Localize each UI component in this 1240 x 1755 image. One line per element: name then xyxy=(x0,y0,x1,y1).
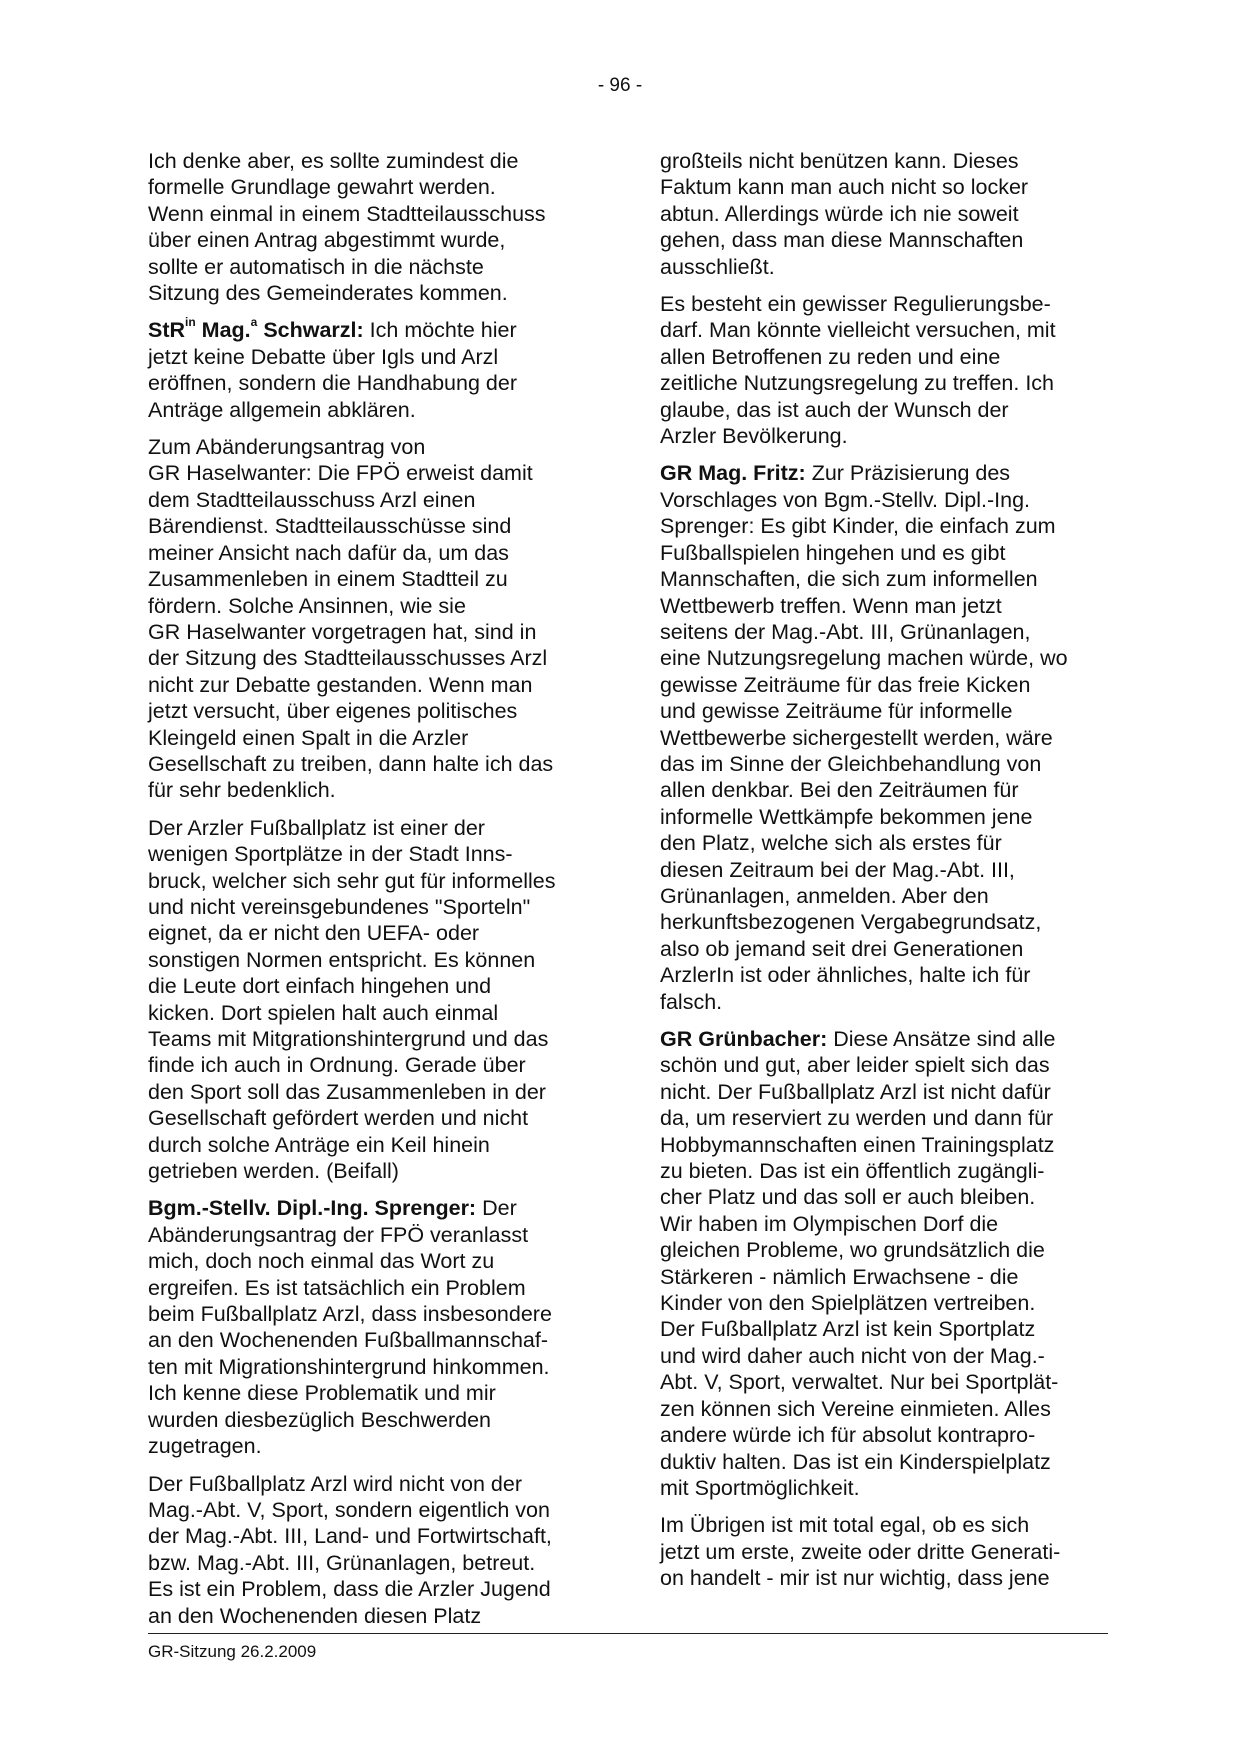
text-line: für sehr bedenklich. xyxy=(148,778,336,803)
speaker-line xyxy=(660,1026,1108,1052)
text-line: nicht zur Debatte gestanden. Wenn man xyxy=(148,672,533,697)
text-line: Der Fußballplatz Arzl ist kein Sportplatz xyxy=(660,1317,1036,1342)
text-line: bruck, welcher sich sehr gut für informelles xyxy=(148,868,556,893)
text-line: kicken. Dort spielen halt auch einmal xyxy=(148,1000,499,1025)
text-line: Der Arzler Fußballplatz ist einer der xyxy=(148,815,485,840)
text-line: eröffnen, sondern die Handhabung der xyxy=(148,371,517,396)
text-line: eignet, da er nicht den UEFA- oder xyxy=(148,921,480,946)
text-line: jetzt versucht, über eigenes politisches xyxy=(148,699,518,724)
paragraph xyxy=(660,460,1108,1015)
text-line: über einen Antrag abgestimmt wurde, xyxy=(148,228,506,253)
text-line: das im Sinne der Gleichbehandlung von xyxy=(660,751,1042,776)
text-line: jetzt keine Debatte über Igls und Arzl xyxy=(148,344,499,369)
text-line: darf. Man könnte vielleicht versuchen, mit xyxy=(660,318,1056,343)
text-line: und nicht vereinsgebundenes "Sporteln" xyxy=(148,894,531,919)
speaker-name-part: GR Grünbacher: xyxy=(660,1027,828,1051)
text-line: der Mag.-Abt. III, Land- und Fortwirtschaft, xyxy=(148,1524,552,1549)
right-column xyxy=(660,148,1108,1603)
text-line: Hobbymannschaften einen Trainingsplatz xyxy=(660,1132,1055,1157)
text-line: den Platz, welche sich als erstes für xyxy=(660,831,1002,856)
speaker-title-superscript: a xyxy=(250,315,258,330)
text-line: nicht. Der Fußballplatz Arzl ist nicht dafür xyxy=(660,1079,1051,1104)
text-line: Anträge allgemein abklären. xyxy=(148,397,416,422)
text-line: gleichen Probleme, wo grundsätzlich die xyxy=(660,1238,1045,1263)
speaker-name-part: Bgm.-Stellv. Dipl.-Ing. Sprenger: xyxy=(148,1196,477,1221)
text-line: die Leute dort einfach hingehen und xyxy=(148,974,492,999)
speaker-name-part: StR xyxy=(148,318,186,343)
text-line: gewisse Zeiträume für das freie Kicken xyxy=(660,672,1031,697)
text-line: Teams mit Mitgrationshintergrund und das xyxy=(148,1027,549,1051)
speech-text: Ich möchte hier xyxy=(363,318,517,343)
text-line: Wettbewerb treffen. Wenn man jetzt xyxy=(660,593,1002,618)
speaker-name-part: Mag. xyxy=(195,318,251,343)
text-line: finde ich auch in Ordnung. Gerade über xyxy=(148,1053,526,1078)
text-line: Es besteht ein gewisser Regulierungsbe- xyxy=(660,292,1051,317)
text-line: beim Fußballplatz Arzl, dass insbesondere xyxy=(148,1302,552,1327)
speaker-name xyxy=(660,461,806,485)
left-column xyxy=(148,148,588,1640)
paragraph xyxy=(660,148,1108,280)
text-line: gehen, dass man diese Mannschaften xyxy=(660,228,1024,253)
paragraph xyxy=(660,1026,1108,1501)
text-line: GR Haselwanter vorgetragen hat, sind in xyxy=(148,619,537,644)
speaker-name xyxy=(148,315,364,343)
text-line: also ob jemand seit drei Generationen xyxy=(660,936,1024,961)
text-line: Zum Abänderungsantrag von xyxy=(148,435,426,460)
text-line: Abänderungsantrag der FPÖ veranlasst xyxy=(148,1222,529,1247)
text-line: sollte er automatisch in die nächste xyxy=(148,254,484,279)
text-line: Abt. V, Sport, verwaltet. Nur bei Sportplät- xyxy=(660,1370,1059,1395)
paragraph xyxy=(148,148,588,306)
text-line: Fußballspielen hingehen und es gibt xyxy=(660,540,1006,565)
text-line: formelle Grundlage gewahrt werden. xyxy=(148,175,496,200)
text-line: Kinder von den Spielplätzen vertreiben. xyxy=(660,1291,1036,1316)
paragraph xyxy=(148,1471,588,1629)
text-line: andere würde ich für absolut kontrapro- xyxy=(660,1423,1036,1448)
speaker-line xyxy=(148,317,588,343)
page-number: - 96 - xyxy=(597,75,643,96)
text-line: GR Haselwanter: Die FPÖ erweist damit xyxy=(148,461,533,486)
text-line: Ich kenne diese Problematik und mir xyxy=(148,1381,496,1406)
text-line: meiner Ansicht nach dafür da, um das xyxy=(148,540,509,565)
paragraph xyxy=(148,815,588,1185)
text-line: jetzt um erste, zweite oder dritte Generati- xyxy=(660,1539,1061,1564)
text-line: fördern. Solche Ansinnen, wie sie xyxy=(148,593,466,618)
text-line: Kleingeld einen Spalt in die Arzler xyxy=(148,725,469,750)
text-line: wurden diesbezüglich Beschwerden xyxy=(148,1407,492,1432)
text-line: getrieben werden. (Beifall) xyxy=(148,1159,399,1184)
text-line: Wettbewerbe sichergestellt werden, wäre xyxy=(660,725,1053,750)
text-line: Faktum kann man auch nicht so locker xyxy=(660,175,1029,200)
text-line: da, um reserviert zu werden und dann für xyxy=(660,1106,1054,1131)
text-line: ausschließt. xyxy=(660,254,775,279)
text-line: Gesellschaft zu treiben, dann halte ich das xyxy=(148,751,554,776)
footer-divider xyxy=(148,1633,1108,1634)
speaker-line xyxy=(148,1195,588,1221)
speech-text: Diese Ansätze sind alle xyxy=(827,1027,1056,1051)
paragraph xyxy=(148,317,588,423)
text-line: Der Fußballplatz Arzl wird nicht von der xyxy=(148,1471,523,1496)
text-line: zugetragen. xyxy=(148,1434,262,1459)
speech-text: Zur Präzisierung des xyxy=(805,461,1011,486)
text-line: und gewisse Zeiträume für informelle xyxy=(660,699,1013,724)
text-line: zu bieten. Das ist ein öffentlich zugängli- xyxy=(660,1159,1045,1184)
text-line: bzw. Mag.-Abt. III, Grünanlagen, betreut. xyxy=(148,1550,536,1575)
text-line: falsch. xyxy=(660,989,723,1014)
text-line: ArzlerIn ist oder ähnliches, halte ich für xyxy=(660,963,1031,988)
text-line: informelle Wettkämpfe bekommen jene xyxy=(660,804,1033,829)
text-line: sonstigen Normen entspricht. Es können xyxy=(148,947,536,972)
text-line: allen denkbar. Bei den Zeiträumen für xyxy=(660,778,1019,803)
paragraph xyxy=(660,1512,1108,1591)
text-line: Sprenger: Es gibt Kinder, die einfach zum xyxy=(660,514,1056,539)
text-line: Im Übrigen ist mit total egal, ob es sich xyxy=(660,1513,1030,1538)
speaker-name-part: Schwarzl: xyxy=(257,318,364,343)
paragraph xyxy=(660,291,1108,449)
text-line: duktiv halten. Das ist ein Kinderspielplatz xyxy=(660,1449,1051,1474)
text-line: seitens der Mag.-Abt. III, Grünanlagen, xyxy=(660,619,1031,644)
footer-session-date: GR-Sitzung 26.2.2009 xyxy=(148,1642,317,1661)
text-line: Mannschaften, die sich zum informellen xyxy=(660,567,1038,592)
text-line: abtun. Allerdings würde ich nie soweit xyxy=(660,201,1019,226)
text-line: Stärkeren - nämlich Erwachsene - die xyxy=(660,1264,1019,1289)
text-line: Mag.-Abt. V, Sport, sondern eigentlich von xyxy=(148,1497,550,1522)
text-line: allen Betroffenen zu reden und eine xyxy=(660,344,1001,369)
speaker-name-part: GR Mag. Fritz: xyxy=(660,461,806,486)
text-line: herkunftsbezogenen Vergabegrundsatz, xyxy=(660,910,1042,935)
text-line: der Sitzung des Stadtteilausschusses Arzl xyxy=(148,646,548,671)
text-line: ergreifen. Es ist tatsächlich ein Problem xyxy=(148,1275,526,1300)
text-line: ten mit Migrationshintergrund hinkommen. xyxy=(148,1354,550,1379)
text-line: Arzler Bevölkerung. xyxy=(660,424,848,449)
text-line: Vorschlages von Bgm.-Stellv. Dipl.-Ing. xyxy=(660,487,1031,512)
text-line: Ich denke aber, es sollte zumindest die xyxy=(148,149,519,173)
speaker-name xyxy=(148,1196,476,1220)
text-line: diesen Zeitraum bei der Mag.-Abt. III, xyxy=(660,857,1015,882)
paragraph xyxy=(148,434,588,804)
text-line: Wenn einmal in einem Stadtteilausschuss xyxy=(148,201,546,226)
text-line: mich, doch noch einmal das Wort zu xyxy=(148,1249,495,1274)
text-line: den Sport soll das Zusammenleben in der xyxy=(148,1079,546,1104)
text-line: mit Sportmöglichkeit. xyxy=(660,1475,860,1500)
text-line: wenigen Sportplätze in der Stadt Inns- xyxy=(148,842,513,867)
text-line: Gesellschaft gefördert werden und nicht xyxy=(148,1106,529,1131)
speaker-title-superscript: in xyxy=(185,315,196,330)
text-line: dem Stadtteilausschuss Arzl einen xyxy=(148,487,476,512)
text-line: Zusammenleben in einem Stadtteil zu xyxy=(148,567,508,592)
text-line: Grünanlagen, anmelden. Aber den xyxy=(660,883,989,908)
text-line: zeitliche Nutzungsregelung zu treffen. Ich xyxy=(660,371,1055,396)
text-line: cher Platz und das soll er auch bleiben. xyxy=(660,1185,1036,1210)
text-line: an den Wochenenden Fußballmannschaf- xyxy=(148,1328,548,1353)
text-line: on handelt - mir ist nur wichtig, dass jene xyxy=(660,1566,1050,1591)
text-line: zen können sich Vereine einmieten. Alles xyxy=(660,1396,1051,1421)
text-line: glaube, das ist auch der Wunsch der xyxy=(660,397,1009,422)
text-line: Es ist ein Problem, dass die Arzler Jugend xyxy=(148,1577,551,1602)
text-line: großteils nicht benützen kann. Dieses xyxy=(660,149,1019,173)
speech-text: Der xyxy=(476,1196,517,1221)
text-line: durch solche Anträge ein Keil hinein xyxy=(148,1132,490,1157)
speaker-line xyxy=(660,460,1108,486)
paragraph xyxy=(148,1195,588,1459)
text-line: schön und gut, aber leider spielt sich das xyxy=(660,1053,1050,1078)
text-line: an den Wochenenden diesen Platz xyxy=(148,1603,482,1628)
text-line: Sitzung des Gemeinderates kommen. xyxy=(148,281,508,306)
text-line: Bärendienst. Stadtteilausschüsse sind xyxy=(148,514,512,539)
text-line: und wird daher auch nicht von der Mag.- xyxy=(660,1343,1045,1368)
text-line: eine Nutzungsregelung machen würde, wo xyxy=(660,646,1068,671)
text-line: Wir haben im Olympischen Dorf die xyxy=(660,1211,999,1236)
speaker-name xyxy=(660,1027,827,1051)
